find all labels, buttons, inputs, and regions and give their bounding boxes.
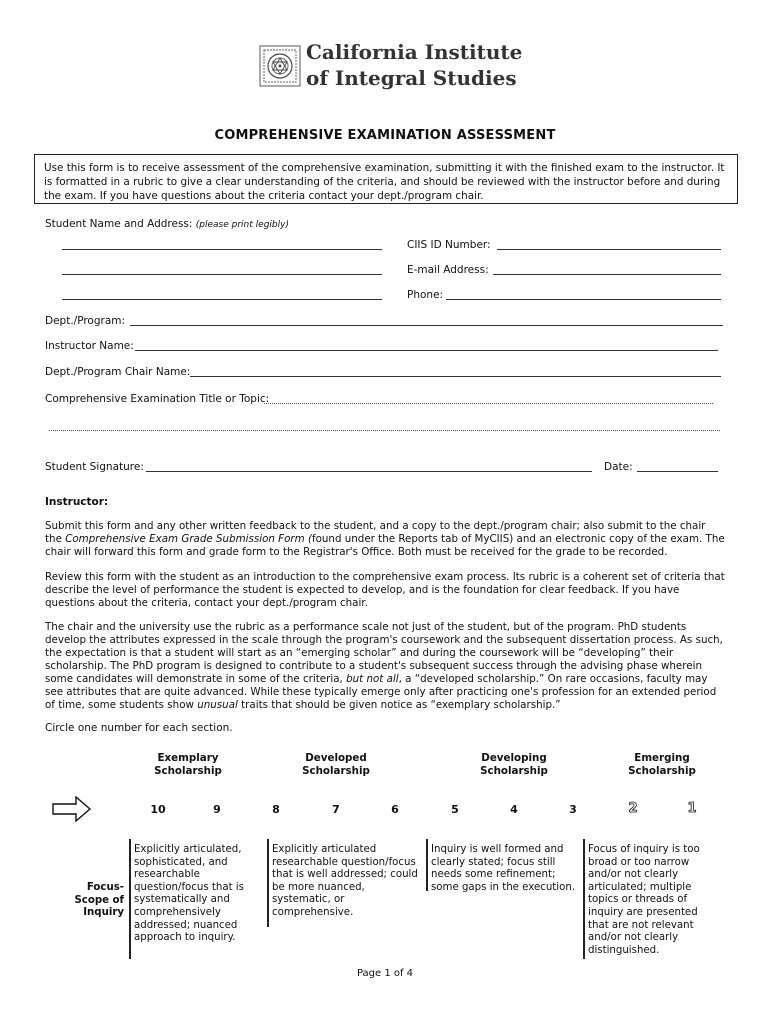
phone-label: Phone:	[407, 289, 444, 301]
instructor-name-label: Instructor Name:	[45, 340, 134, 352]
chair-name-label: Dept./Program Chair Name:	[45, 366, 191, 378]
ciis-id-field[interactable]	[497, 249, 721, 250]
date-label: Date:	[604, 461, 633, 473]
signature-field[interactable]	[146, 471, 592, 472]
student-name-line-1[interactable]	[62, 249, 382, 250]
p3-italic-but-not-all: but not all	[346, 673, 399, 685]
header-developing-l1: Developing	[481, 752, 547, 764]
institute-seal-logo	[259, 45, 301, 87]
phone-field[interactable]	[446, 299, 721, 300]
p1-line-b: found under the Reports tab of MyCIIS) and an electronic copy of the exam. The	[311, 533, 725, 545]
header-exemplary	[128, 752, 248, 778]
column-divider-3	[426, 839, 428, 891]
instructor-paragraph-1	[45, 520, 725, 559]
instructor-heading: Instructor:	[45, 496, 109, 508]
header-exemplary-l2: Scholarship	[154, 765, 222, 777]
grade-form-name: Comprehensive Exam Grade Submission Form (	[65, 533, 312, 545]
chair-name-field[interactable]	[190, 376, 721, 377]
p3-part-c: traits that should be given notice as “exemplary scholarship.”	[241, 699, 561, 711]
topic-label: Comprehensive Examination Title or Topic:	[45, 393, 270, 405]
dept-field[interactable]	[130, 325, 723, 326]
arrow-right-icon	[52, 796, 92, 825]
date-field[interactable]	[637, 471, 718, 472]
topic-field-line-1[interactable]	[264, 403, 713, 404]
student-name-label-row	[45, 218, 289, 230]
column-divider-1	[129, 839, 131, 959]
page-title: COMPREHENSIVE EXAMINATION ASSESSMENT	[214, 128, 556, 143]
row-label-line-1: Focus-	[86, 882, 124, 893]
p3-part-b: , a “developed scholarship.” On rare occasions, faculty may see attributes that are quite advanced. While these typically emerge only after practicing one's profession for an extended period of time, some students show	[45, 673, 717, 711]
instructor-name-field[interactable]	[135, 350, 718, 351]
score-1[interactable]: 1	[687, 801, 697, 816]
intro-text: Use this form is to receive assessment of the comprehensive examination, submitting it with the finished exam to the instructor. It is formatted in a rubric to give a clear understanding of the criteria, and should be reviewed with the instructor before and during the exam. If you have questions about the criteria contact your dept./program chair.	[44, 162, 725, 202]
score-2[interactable]: 2	[628, 801, 638, 816]
cell-emerging: Focus of inquiry is too broad or too narrow and/or not clearly articulated; multiple topics or threads of inquiry are presented that are not relevant and/or not clearly distinguished.	[588, 844, 700, 956]
student-name-line-2[interactable]	[62, 274, 382, 275]
score-8[interactable]: 8	[272, 803, 280, 816]
email-field[interactable]	[493, 274, 721, 275]
instructor-paragraph-2: Review this form with the student as an introduction to the comprehensive exam process. Its rubric is a coherent set of criteria that describe the level of performance the student is expected to develop, and is the foundation for clear feedback. If you have questions about the criteria, contact your dept./program chair.	[45, 571, 725, 609]
column-divider-2	[267, 839, 269, 927]
header-emerging	[602, 752, 722, 778]
header-emerging-l1: Emerging	[634, 752, 690, 764]
header-developed-l2: Scholarship	[302, 765, 370, 777]
p1-line-c: chair will forward this form and grade form to the Registrar's Office. Both must be received for the grade to be recorded.	[45, 546, 668, 558]
instructor-paragraph-3	[45, 621, 725, 712]
circle-instruction: Circle one number for each section.	[45, 722, 233, 734]
header-developing	[454, 752, 574, 778]
dept-label: Dept./Program:	[45, 315, 126, 327]
score-7[interactable]: 7	[332, 803, 340, 816]
p3-italic-unusual: unusual	[197, 699, 238, 711]
score-4[interactable]: 4	[510, 803, 518, 816]
signature-label: Student Signature:	[45, 461, 144, 473]
email-label: E-mail Address:	[407, 264, 489, 276]
cell-developed: Explicitly articulated researchable question/focus that is well addressed; could be more nuanced, systematic, or comprehensive.	[272, 844, 418, 918]
row-label-line-2: Scope of	[74, 894, 124, 906]
org-name-line1: California Institute	[306, 40, 523, 64]
student-name-line-3[interactable]	[62, 299, 382, 300]
p3-part-a: The chair and the university use the rubric as a performance scale not just of the student, but of the program. PhD students develop the attributes expressed in the scale through the program's coursework and the subsequent dissertation process. As such, the expectation is that a student will start as an “emerging scholar” and during the coursework will be “developing” their scholarship. The PhD program is designed to contribute to a student's subsequent success through the advising phase wherein some candidates will demonstrate in some of the criteria,	[45, 621, 723, 685]
score-5[interactable]: 5	[451, 803, 459, 816]
score-9[interactable]: 9	[213, 803, 221, 816]
page-number: Page 1 of 4	[356, 968, 414, 979]
p1-line-a: Submit this form and any other written feedback to the student, and a copy to the dept./program chair; also submit to the chair the	[45, 520, 706, 545]
score-3[interactable]: 3	[569, 803, 577, 816]
header-developed-l1: Developed	[305, 752, 367, 764]
row-label-line-3: Inquiry	[83, 907, 124, 919]
column-divider-4	[583, 839, 585, 959]
ciis-id-label: CIIS ID Number:	[407, 239, 491, 251]
org-name-line2: of Integral Studies	[306, 66, 517, 90]
header-developing-l2: Scholarship	[480, 765, 548, 777]
header-developed	[276, 752, 396, 778]
print-legibly-hint: (please print legibly)	[195, 220, 289, 230]
topic-field-line-2[interactable]	[49, 430, 720, 431]
cell-exemplary: Explicitly articulated, sophisticated, and researchable question/focus that is systematically and comprehensively addressed; nuanced approach to inquiry.	[134, 844, 244, 944]
row-label-focus-scope	[70, 882, 124, 920]
header-exemplary-l1: Exemplary	[157, 752, 219, 764]
score-10[interactable]: 10	[150, 803, 166, 816]
score-6[interactable]: 6	[391, 803, 399, 816]
header-emerging-l2: Scholarship	[628, 765, 696, 777]
student-name-label: Student Name and Address:	[45, 218, 193, 230]
cell-developing: Inquiry is well formed and clearly stated; focus still needs some refinement; some gaps in the execution.	[431, 844, 576, 893]
